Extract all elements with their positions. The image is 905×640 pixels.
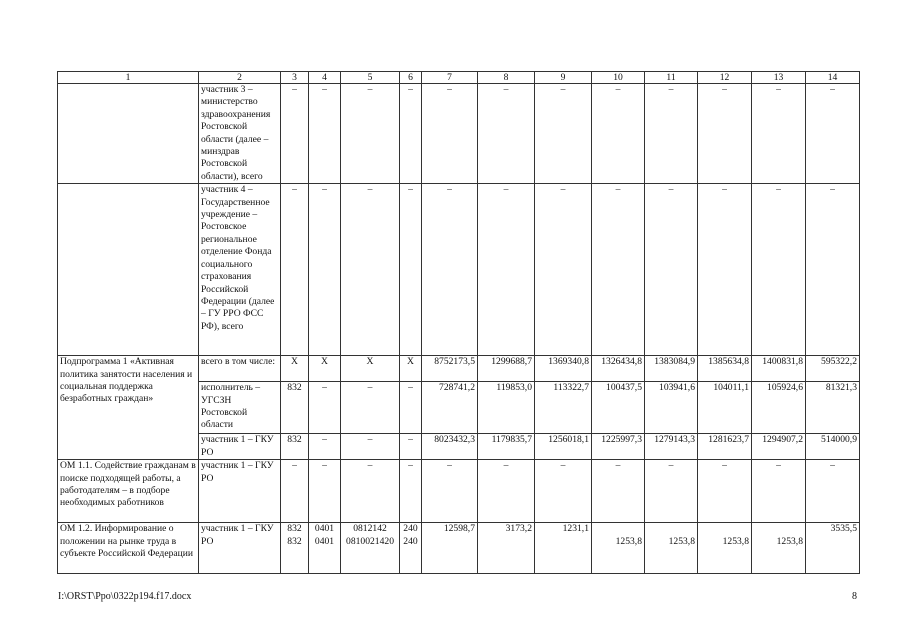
value-cell: –	[309, 434, 341, 460]
header-row	[58, 72, 860, 84]
value-cell: 113322,7	[535, 382, 592, 434]
value-cell: –	[752, 184, 806, 356]
value-cell: 728741,2	[422, 382, 478, 434]
value-cell: –	[752, 460, 806, 523]
value-cell: 103941,6	[645, 382, 698, 434]
value-cell: 3173,2	[478, 523, 535, 574]
value-cell: –	[422, 84, 478, 184]
value-cell: –	[535, 184, 592, 356]
value-cell: –	[478, 460, 535, 523]
value-cell: –	[400, 382, 422, 434]
value-cell: 104011,1	[698, 382, 752, 434]
value-cell: –	[645, 184, 698, 356]
value-cell: –	[309, 460, 341, 523]
value-cell: 1400831,8	[752, 356, 806, 382]
value-cell: –	[478, 184, 535, 356]
col-header: 14	[806, 72, 860, 84]
value-cell: 1281623,7	[698, 434, 752, 460]
value-cell: 1299688,7	[478, 356, 535, 382]
value-cell: –	[309, 184, 341, 356]
col-header: 4	[309, 72, 341, 84]
value-cell: –	[400, 84, 422, 184]
table-row	[58, 184, 860, 356]
value-cell: –	[592, 84, 645, 184]
col-header: 12	[698, 72, 752, 84]
value-cell: 832 832	[281, 523, 309, 574]
table-row	[58, 460, 860, 523]
value-cell: –	[645, 460, 698, 523]
value-cell: –	[341, 84, 400, 184]
value-cell: –	[535, 460, 592, 523]
value-cell: X	[281, 356, 309, 382]
value-cell: 1253,8	[592, 523, 645, 574]
value-cell: –	[281, 184, 309, 356]
value-cell: –	[309, 382, 341, 434]
value-cell: 8023432,3	[422, 434, 478, 460]
value-cell: 0812142 0810021420	[341, 523, 400, 574]
value-cell: 832	[281, 382, 309, 434]
value-cell: –	[592, 460, 645, 523]
value-cell: 1369340,8	[535, 356, 592, 382]
value-cell: –	[806, 184, 860, 356]
program-cell: ОМ 1.1. Содействие гражданам в поиске подходящей работы, а работодателям – в подборе необходимых работников	[58, 460, 199, 523]
value-cell: –	[592, 184, 645, 356]
value-cell: 1231,1	[535, 523, 592, 574]
page-number: 8	[852, 591, 857, 602]
value-cell: 514000,9	[806, 434, 860, 460]
participant-cell: участник 1 – ГКУ РО	[199, 523, 281, 574]
budget-table	[57, 71, 860, 574]
program-cell	[58, 84, 199, 184]
value-cell: X	[400, 356, 422, 382]
value-cell: –	[309, 84, 341, 184]
value-cell: –	[422, 184, 478, 356]
value-cell: –	[400, 460, 422, 523]
value-cell: 1253,8	[698, 523, 752, 574]
participant-cell: участник 4 – Государственное учреждение – Ростовское региональное отделение Фонда социального страхования Российской Федерации (далее – ГУ РРО ФСС РФ), всего	[199, 184, 281, 356]
participant-cell: участник 1 – ГКУ РО	[199, 434, 281, 460]
value-cell: –	[341, 434, 400, 460]
value-cell: 119853,0	[478, 382, 535, 434]
value-cell: 832	[281, 434, 309, 460]
participant-cell: участник 3 – министерство здравоохранения Ростовской области (далее – минздрав Ростовской области), всего	[199, 84, 281, 184]
value-cell: –	[535, 84, 592, 184]
col-header: 8	[478, 72, 535, 84]
value-cell: –	[806, 84, 860, 184]
col-header: 9	[535, 72, 592, 84]
value-cell: 1383084,9	[645, 356, 698, 382]
col-header: 1	[58, 72, 199, 84]
value-cell: –	[806, 460, 860, 523]
col-header: 10	[592, 72, 645, 84]
program-cell	[58, 184, 199, 356]
value-cell: –	[698, 460, 752, 523]
value-cell: 8752173,5	[422, 356, 478, 382]
col-header: 7	[422, 72, 478, 84]
col-header: 2	[199, 72, 281, 84]
value-cell: 1326434,8	[592, 356, 645, 382]
value-cell: 81321,3	[806, 382, 860, 434]
participant-cell: участник 1 – ГКУ РО	[199, 460, 281, 523]
value-cell: –	[281, 460, 309, 523]
value-cell: –	[752, 84, 806, 184]
value-cell: –	[400, 434, 422, 460]
value-cell: –	[478, 84, 535, 184]
value-cell: 3535,5	[806, 523, 860, 574]
col-header: 6	[400, 72, 422, 84]
value-cell: –	[281, 84, 309, 184]
value-cell: –	[698, 84, 752, 184]
col-header: 11	[645, 72, 698, 84]
col-header: 13	[752, 72, 806, 84]
value-cell: 1294907,2	[752, 434, 806, 460]
value-cell: –	[645, 84, 698, 184]
value-cell: –	[698, 184, 752, 356]
value-cell: 0401 0401	[309, 523, 341, 574]
col-header: 5	[341, 72, 400, 84]
value-cell: –	[341, 460, 400, 523]
table-row	[58, 84, 860, 184]
value-cell: 1225997,3	[592, 434, 645, 460]
program-cell: ОМ 1.2. Информирование о положении на рынке труда в субъекте Российской Федерации	[58, 523, 199, 574]
table-row	[58, 523, 860, 574]
value-cell: 595322,2	[806, 356, 860, 382]
value-cell: X	[309, 356, 341, 382]
participant-cell: всего в том числе:	[199, 356, 281, 382]
table-row	[58, 356, 860, 382]
value-cell: –	[341, 184, 400, 356]
col-header: 3	[281, 72, 309, 84]
value-cell: 1179835,7	[478, 434, 535, 460]
program-cell: Подпрограмма 1 «Активная политика занятости населения и социальная поддержка безработных граждан»	[58, 356, 199, 460]
value-cell: 105924,6	[752, 382, 806, 434]
value-cell: 1279143,3	[645, 434, 698, 460]
value-cell: –	[422, 460, 478, 523]
value-cell: 240 240	[400, 523, 422, 574]
value-cell: 12598,7	[422, 523, 478, 574]
value-cell: 1256018,1	[535, 434, 592, 460]
value-cell: –	[341, 382, 400, 434]
value-cell: –	[400, 184, 422, 356]
value-cell: X	[341, 356, 400, 382]
value-cell: 100437,5	[592, 382, 645, 434]
value-cell: 1253,8	[752, 523, 806, 574]
footer-file-path: I:\ORST\Ppo\0322p194.f17.docx	[58, 591, 192, 602]
value-cell: 1253,8	[645, 523, 698, 574]
participant-cell: исполнитель – УГСЗН Ростовской области	[199, 382, 281, 434]
value-cell: 1385634,8	[698, 356, 752, 382]
